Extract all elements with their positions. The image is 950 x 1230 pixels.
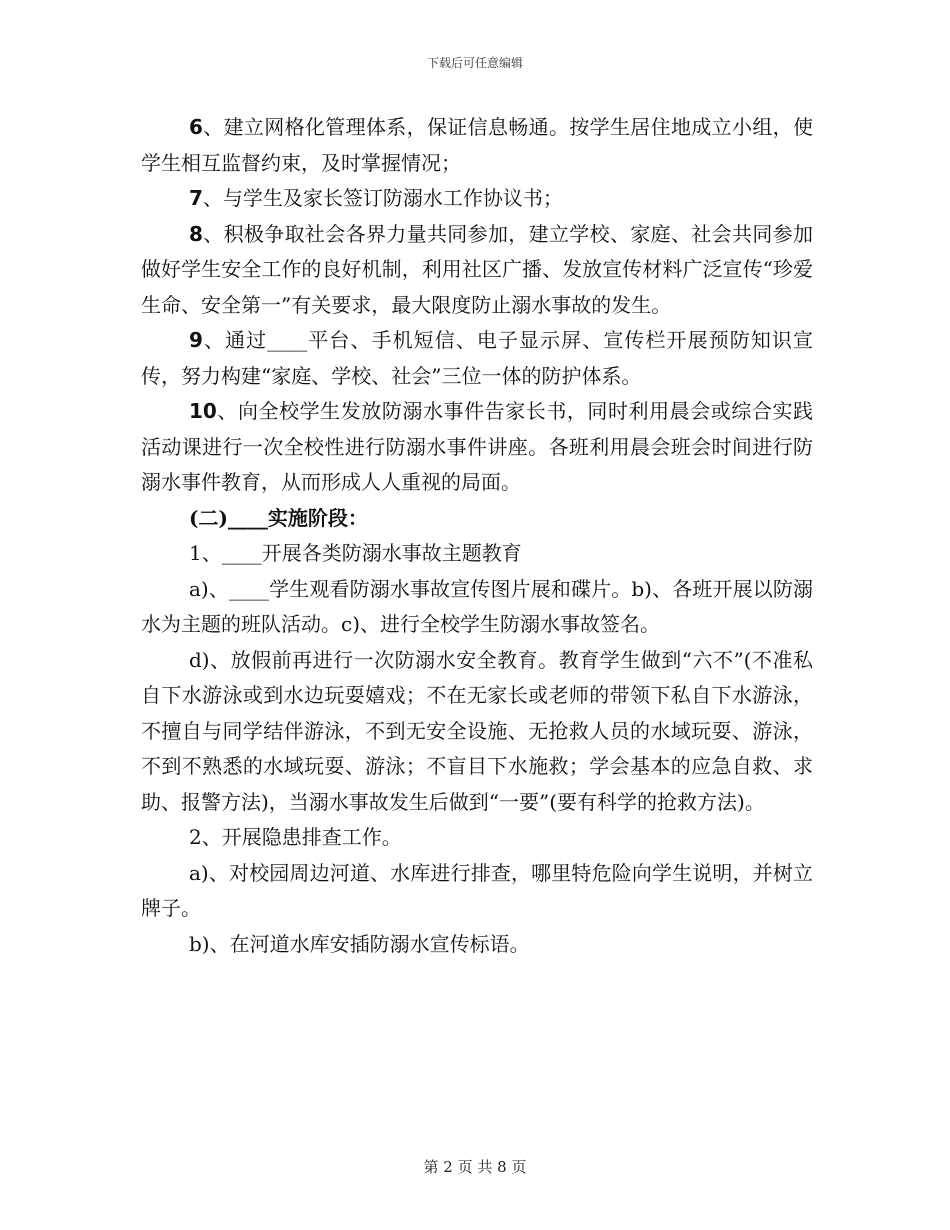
item-text: 、与学生及家长签订防溺水工作协议书； [202, 186, 563, 210]
document-body [141, 110, 813, 962]
item-text: 、通过____平台、手机短信、电子显示屏、宣传栏开展预防知识宣传，努力构建“家庭、学校、社会”三位一体的防护体系。 [141, 328, 813, 388]
page-footer-pagination: 第 2 页 共 8 页 [423, 1158, 527, 1176]
list-item-10 [141, 394, 813, 501]
list-item-7 [141, 181, 813, 217]
item-number: 10 [189, 399, 217, 423]
item-text: 、建立网格化管理体系，保证信息畅通。按学生居住地成立小组，使学生相互监督约束，及时掌握情况； [141, 115, 813, 175]
paragraph-theme-education: 1、____开展各类防溺水事故主题教育 [189, 541, 522, 565]
item-number: 8 [189, 221, 203, 246]
page-header-note: 下载后可任意编辑 [426, 56, 523, 70]
list-item-9 [141, 323, 813, 394]
section-heading: (二)____实施阶段： [189, 505, 368, 530]
list-item-8 [141, 217, 813, 324]
paragraph-six-rules: d)、放假前再进行一次防溺水安全教育。教育学生做到“六不”(不准私自下水游泳或到水边玩耍嬉戏；不在无家长或老师的带领下私自下水游泳，不擅自与同学结伴游泳，不到无安全设施、无抢救人员的水域玩耍、游泳，不到不熟悉的水域玩耍、游泳；不盲目下水施救；学会基本的应急自救、求助、报警方法)，当溺水事故发生后做到“一要”(要有科学的抢救方法)。 [141, 647, 813, 814]
paragraph-slogans: b)、在河道水库安插防溺水宣传标语。 [189, 931, 530, 956]
paragraph-hazard-check: 2、开展隐患排查工作。 [189, 825, 402, 849]
item-number: 6 [189, 115, 203, 139]
item-text: 、向全校学生发放防溺水事件告家长书，同时利用晨会或综合实践活动课进行一次全校性进行防溺水事件讲座。各班利用晨会班会时间进行防溺水事件教育，从而形成人人重视的局面。 [141, 399, 813, 494]
paragraph-activities: a)、____学生观看防溺水事故宣传图片展和碟片。b)、各班开展以防溺水为主题的班队活动。c)、进行全校学生防溺水事故签名。 [141, 576, 813, 636]
paragraph-river-survey: a)、对校园周边河道、水库进行排查，哪里特危险向学生说明，并树立牌子。 [141, 860, 813, 920]
item-number: 7 [189, 186, 203, 210]
list-item-6 [141, 110, 813, 181]
item-text: 、积极争取社会各界力量共同参加，建立学校、家庭、社会共同参加做好学生安全工作的良好机制，利用社区广播、发放宣传材料广泛宣传“珍爱生命、安全第一”有关要求，最大限度防止溺水事故的发生。 [141, 221, 813, 317]
item-number: 9 [189, 328, 203, 352]
